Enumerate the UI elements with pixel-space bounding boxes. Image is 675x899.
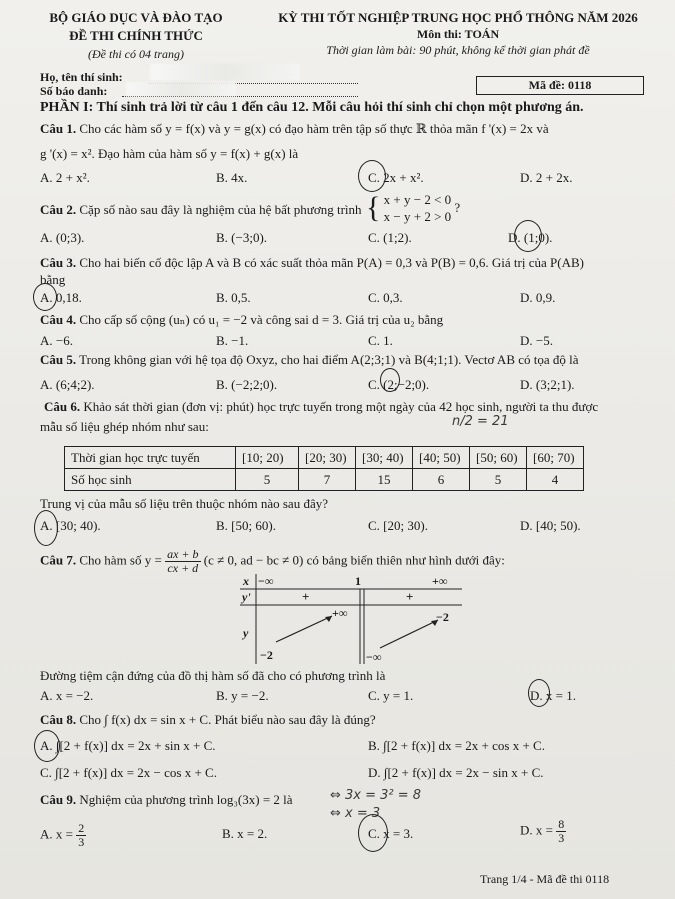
table-cell: 5 xyxy=(236,469,299,491)
q1-option-a[interactable]: A. 2 + x². xyxy=(40,170,90,185)
variation-table xyxy=(240,574,462,664)
q8-text xyxy=(40,712,376,728)
table-cell: 6 xyxy=(413,469,470,491)
q9-answer-circle xyxy=(358,814,388,852)
part1-heading: PHẦN I: Thí sinh trả lời từ câu 1 đến câu 12. Mỗi câu hỏi thí sinh chỉ chọn một phương án. xyxy=(40,100,584,115)
q1-stem-b: g '(x) = x². Đạo hàm của hàm số y = f(x) + g(x) là xyxy=(40,146,299,161)
q2-answer-circle xyxy=(514,220,542,252)
q7-question: Đường tiệm cận đứng của đồ thị hàm số đã cho có phương trình là xyxy=(40,668,386,683)
page-footer: Trang 1/4 - Mã đề thi 0118 xyxy=(480,872,610,886)
q2-system-line2: x − y + 2 > 0 xyxy=(383,209,452,224)
exam-title: KỲ THI TỐT NGHIỆP TRUNG HỌC PHỔ THÔNG NĂM 2026 xyxy=(278,10,638,25)
q4-option-c[interactable]: C. 1. xyxy=(368,333,393,348)
q1-label: Câu 1. xyxy=(40,121,77,136)
vt-y-left-bottom: −2 xyxy=(260,648,273,662)
table-cell: 7 xyxy=(299,469,356,491)
id-line xyxy=(122,96,358,97)
q3-option-a[interactable]: A. 0,18. xyxy=(40,290,82,305)
official-label: ĐỀ THI CHÍNH THỨC xyxy=(69,28,203,43)
q5-option-b[interactable]: B. (−2;2;0). xyxy=(216,377,278,392)
vt-x: x xyxy=(243,574,249,588)
q7-option-d[interactable]: D. x = 1. xyxy=(530,688,576,703)
q5-option-a[interactable]: A. (6;4;2). xyxy=(40,377,95,392)
q3-text xyxy=(40,255,584,271)
q7-fraction xyxy=(165,548,200,575)
brace-icon: { xyxy=(366,191,381,224)
q6-stem-2: mẫu số liệu ghép nhóm như sau: xyxy=(40,419,209,434)
q6-label: Câu 6. xyxy=(44,399,81,414)
vt-plus-1: + xyxy=(302,589,310,604)
vt-plus-inf: +∞ xyxy=(432,574,448,588)
q7-label: Câu 7. xyxy=(40,552,77,568)
vt-minus-inf: −∞ xyxy=(258,574,274,588)
table-cell: [50; 60) xyxy=(470,447,527,469)
table-cell: Thời gian học trực tuyến xyxy=(65,447,236,469)
q9-stem: Nghiệm của phương trình log₃(3x) = 2 là xyxy=(79,792,293,807)
vt-one: 1 xyxy=(355,574,361,588)
q4-option-a[interactable]: A. −6. xyxy=(40,333,73,348)
q6-text xyxy=(44,399,598,415)
ministry-title: BỘ GIÁO DỤC VÀ ĐÀO TẠO xyxy=(49,10,223,25)
q2-text xyxy=(40,202,362,218)
q2-system-line1: x + y − 2 < 0 xyxy=(383,192,452,207)
vt-y-right-top: −2 xyxy=(436,610,449,624)
q9-option-d-prefix: D. x = xyxy=(520,822,553,838)
q8-answer-circle xyxy=(34,730,60,762)
q9-option-d-fraction xyxy=(556,818,566,845)
handwritten-note-2: ⇔ 3x = 3² = 8 xyxy=(330,788,422,803)
redacted-name xyxy=(150,64,300,80)
q6-frequency-table xyxy=(64,446,584,491)
q9-label: Câu 9. xyxy=(40,792,77,807)
table-cell: [20; 30) xyxy=(299,447,356,469)
q8-label: Câu 8. xyxy=(40,712,77,727)
q6-answer-circle xyxy=(34,510,58,546)
subject-label: Môn thi: TOÁN xyxy=(416,27,500,41)
handwritten-note-3: ⇔ x = 3 xyxy=(330,806,381,821)
q1-answer-circle xyxy=(358,160,386,192)
q3-label: Câu 3. xyxy=(40,255,77,270)
q9-option-d[interactable] xyxy=(520,818,566,845)
q1-stem-a: Cho các hàm số y = f(x) và y = g(x) có đạo hàm trên tập số thực ℝ thỏa mãn f '(x) = 2x và xyxy=(79,121,549,136)
q3-stem-2: bằng xyxy=(40,272,66,287)
q1-option-c[interactable]: C. 2x + x². xyxy=(368,170,424,185)
table-row xyxy=(65,469,584,491)
q5-stem: Trong không gian với hệ tọa độ Oxyz, cho hai điểm A(2;3;1) và B(4;1;1). Vectơ AB có tọa độ là xyxy=(79,352,579,367)
vt-plus-2: + xyxy=(406,589,414,604)
q2-qmark: ? xyxy=(454,200,461,215)
q5-option-d[interactable]: D. (3;2;1). xyxy=(520,377,575,392)
q3-stem: Cho hai biến cố độc lập A và B có xác suất thỏa mãn P(A) = 0,3 và P(B) = 0,6. Giá trị của P(AB) xyxy=(79,255,584,270)
time-note: Thời gian làm bài: 90 phút, không kể thời gian phát đề xyxy=(326,43,590,57)
q4-label: Câu 4. xyxy=(40,312,77,327)
redacted-id xyxy=(126,82,236,96)
q3-answer-circle xyxy=(33,283,57,311)
q5-text xyxy=(40,352,579,368)
q5-option-c[interactable]: C. (2;−2;0). xyxy=(368,377,430,392)
id-label: Số báo danh: xyxy=(40,84,108,98)
q4-text xyxy=(40,312,443,328)
fraction-numerator: 8 xyxy=(558,817,565,831)
q1-option-d[interactable]: D. 2 + 2x. xyxy=(520,170,573,185)
q5-answer-circle xyxy=(380,368,400,392)
q4-option-d[interactable]: D. −5. xyxy=(520,333,553,348)
table-cell: 15 xyxy=(356,469,413,491)
q7-stem-pre: Cho hàm số y = xyxy=(79,552,162,568)
q2-option-c[interactable]: C. (1;2). xyxy=(368,230,412,245)
q9-option-a[interactable] xyxy=(40,822,86,849)
q4-option-b[interactable]: B. −1. xyxy=(216,333,249,348)
q4-stem: Cho cấp số cộng (uₙ) có u₁ = −2 và công sai d = 3. Giá trị của u₂ bằng xyxy=(79,312,444,327)
pages-note: (Đề thi có 04 trang) xyxy=(88,47,184,61)
q8-stem: Cho ∫ f(x) dx = sin x + C. Phát biểu nào sau đây là đúng? xyxy=(79,712,376,727)
q7-option-b[interactable]: B. y = −2. xyxy=(216,688,269,703)
q2-option-a[interactable]: A. (0;3). xyxy=(40,230,85,245)
table-row xyxy=(65,447,584,469)
fraction-numerator: 2 xyxy=(78,821,85,835)
q9-option-c[interactable]: C. x = 3. xyxy=(368,826,414,841)
q2-label: Câu 2. xyxy=(40,202,77,217)
name-label: Họ, tên thí sinh: xyxy=(40,70,123,84)
q2-option-b[interactable]: B. (−3;0). xyxy=(216,230,268,245)
vt-y-left-top: +∞ xyxy=(332,606,348,620)
q6-stem: Khảo sát thời gian (đơn vị: phút) học trực tuyến trong một ngày của 42 học sinh, người ta thu được xyxy=(83,399,599,414)
q5-label: Câu 5. xyxy=(40,352,77,367)
fraction-denominator: cx + d xyxy=(167,561,199,575)
table-cell: [10; 20) xyxy=(236,447,299,469)
q7-stem-post: (c ≠ 0, ad − bc ≠ 0) có bảng biến thiên như hình dưới đây: xyxy=(203,552,505,568)
q2-stem: Cặp số nào sau đây là nghiệm của hệ bất phương trình xyxy=(79,202,362,217)
q2-option-d[interactable]: D. (1;0). xyxy=(508,230,553,245)
exam-code: Mã đề: 0118 xyxy=(528,78,592,92)
handwritten-note-1: n/2 = 21 xyxy=(452,414,509,429)
fraction-numerator: ax + b xyxy=(167,547,199,561)
q9-option-a-prefix: A. x = xyxy=(40,826,73,842)
q7-option-c[interactable]: C. y = 1. xyxy=(368,688,414,703)
q2-system xyxy=(366,190,460,226)
q9-option-b[interactable]: B. x = 2. xyxy=(222,826,268,841)
q6-option-b[interactable]: B. [50; 60). xyxy=(216,518,276,533)
fraction-denominator: 3 xyxy=(558,831,565,845)
table-cell: [60; 70) xyxy=(527,447,584,469)
q9-text xyxy=(40,792,293,808)
table-cell: [40; 50) xyxy=(413,447,470,469)
fraction-denominator: 3 xyxy=(78,835,85,849)
q3-option-b[interactable]: B. 0,5. xyxy=(216,290,251,305)
q1-text xyxy=(40,121,549,137)
code-box xyxy=(476,76,644,95)
table-cell: 5 xyxy=(470,469,527,491)
q8-option-b[interactable]: B. ∫[2 + f(x)] dx = 2x + cos x + C. xyxy=(368,738,545,753)
table-cell: [30; 40) xyxy=(356,447,413,469)
q8-option-a[interactable]: A. ∫[2 + f(x)] dx = 2x + sin x + C. xyxy=(40,738,216,753)
q6-question: Trung vị của mẫu số liệu trên thuộc nhóm nào sau đây? xyxy=(40,496,328,511)
table-cell: Số học sinh xyxy=(65,469,236,491)
q7-answer-circle xyxy=(528,679,550,707)
q6-option-c[interactable]: C. [20; 30). xyxy=(368,518,428,533)
q6-option-d[interactable]: D. [40; 50). xyxy=(520,518,581,533)
q9-option-a-fraction xyxy=(76,822,86,849)
q7-option-a[interactable]: A. x = −2. xyxy=(40,688,94,703)
q8-option-d[interactable]: D. ∫[2 + f(x)] dx = 2x − sin x + C. xyxy=(368,765,544,780)
table-cell: 4 xyxy=(527,469,584,491)
q3-option-d[interactable]: D. 0,9. xyxy=(520,290,556,305)
q1-option-b[interactable]: B. 4x. xyxy=(216,170,248,185)
q7-text xyxy=(40,548,505,575)
q6-option-a[interactable]: A. [30; 40). xyxy=(40,518,101,533)
vt-y: y xyxy=(243,626,249,640)
q8-option-c[interactable]: C. ∫[2 + f(x)] dx = 2x − cos x + C. xyxy=(40,765,217,780)
vt-yprime: y' xyxy=(242,590,251,604)
q3-option-c[interactable]: C. 0,3. xyxy=(368,290,403,305)
vt-y-right-bottom: −∞ xyxy=(366,650,382,664)
